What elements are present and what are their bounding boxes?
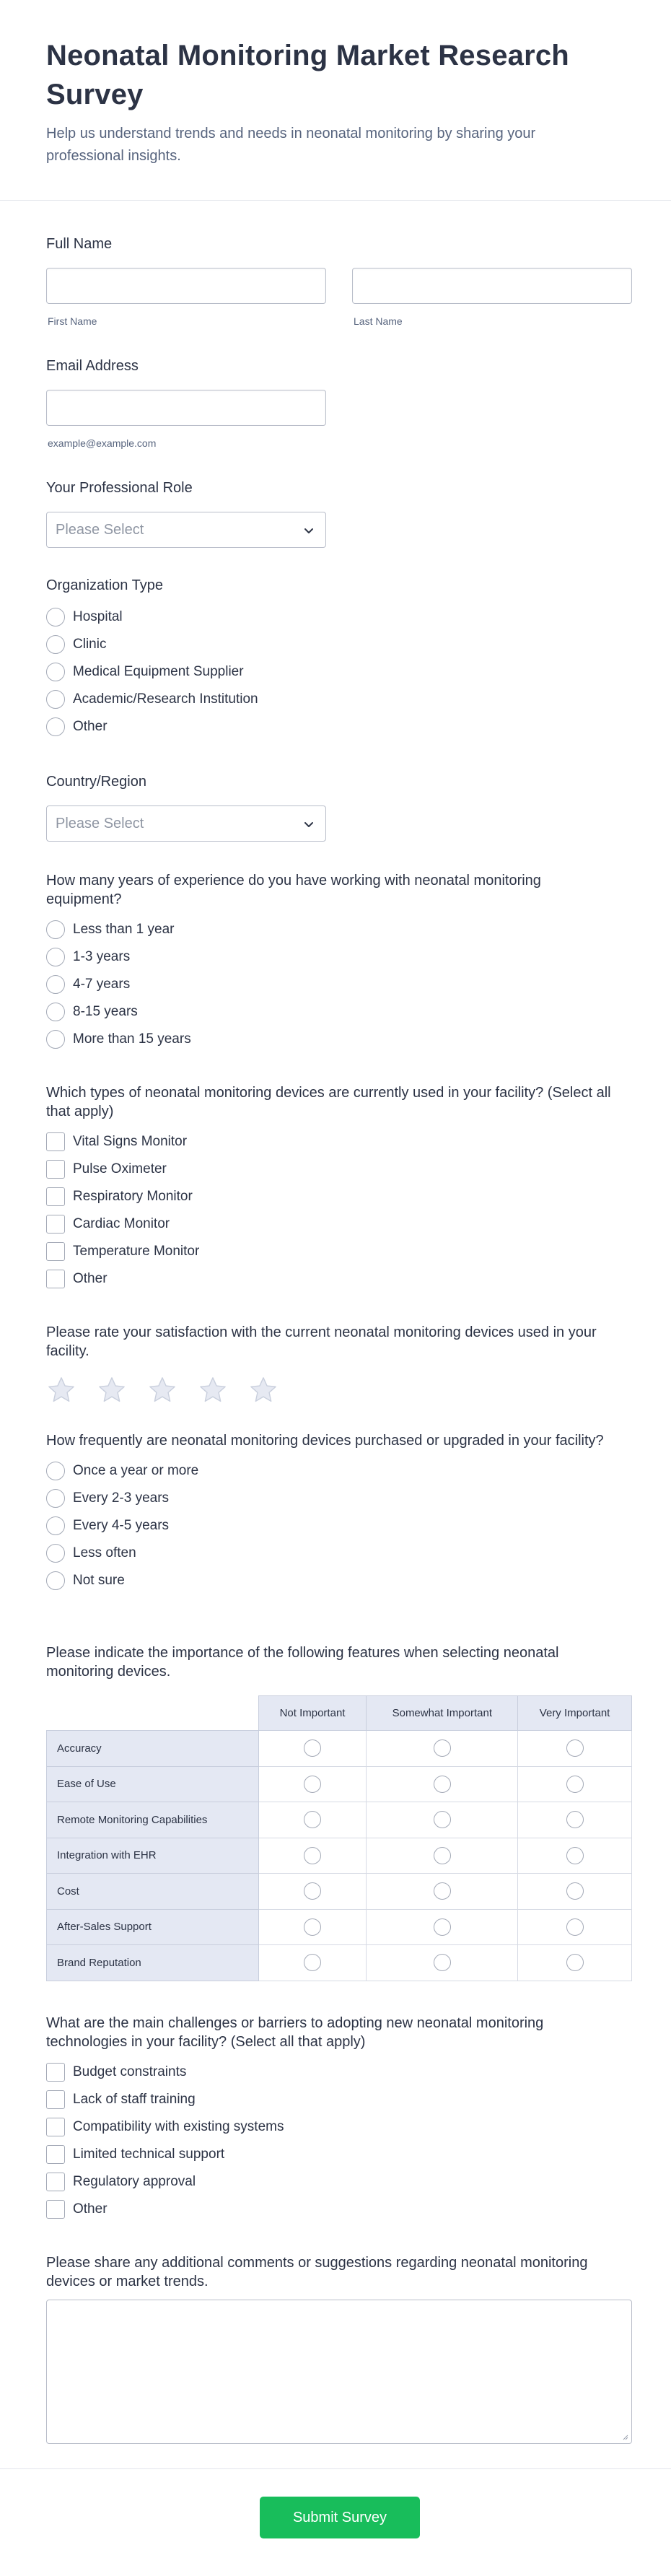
radio-icon[interactable] [46,975,65,994]
role-select[interactable] [46,512,326,548]
radio-icon[interactable] [566,1954,584,1971]
chevron-down-icon [304,819,314,829]
radio-icon[interactable] [46,920,65,939]
matrix-row [47,1909,632,1945]
matrix-cell[interactable] [258,1874,367,1910]
experience-option[interactable] [46,943,632,971]
importance-matrix [46,1695,632,1981]
option-label: More than 15 years [73,1031,191,1047]
option-label: Limited technical support [73,2147,225,2162]
experience-field [46,871,632,1053]
email-input[interactable] [46,390,326,426]
challenges-option[interactable] [46,2086,632,2113]
matrix-cell[interactable] [258,1909,367,1945]
email-label: Email Address [46,358,139,374]
chevron-down-icon [304,525,314,536]
devices-options [46,1128,632,1293]
matrix-row-label: After-Sales Support [47,1909,259,1945]
matrix-row-label: Brand Reputation [47,1945,259,1981]
importance-field [46,1643,632,1981]
experience-label: How many years of experience do you have working with neonatal monitoring equipment? [46,873,541,907]
matrix-cell[interactable] [367,1909,518,1945]
checkbox-icon[interactable] [46,2090,65,2109]
devices-option[interactable] [46,1128,632,1156]
frequency-options [46,1457,632,1594]
radio-icon[interactable] [46,635,65,654]
first-name-input[interactable] [46,268,326,304]
matrix-cell[interactable] [258,1838,367,1874]
matrix-cell[interactable] [518,1909,632,1945]
option-label: Lack of staff training [73,2092,196,2107]
radio-icon[interactable] [46,1516,65,1535]
matrix-cell[interactable] [518,1766,632,1802]
radio-icon[interactable] [304,1847,321,1864]
star-icon[interactable] [248,1375,279,1405]
submit-button[interactable]: Submit Survey [260,2497,420,2538]
radio-icon[interactable] [46,1030,65,1049]
matrix-cell[interactable] [367,1874,518,1910]
matrix-row-label: Cost [47,1874,259,1910]
full-name-label: Full Name [46,236,113,252]
matrix-cell[interactable] [518,1945,632,1981]
matrix-row [47,1945,632,1981]
form-footer [0,2468,671,2576]
importance-label: Please indicate the importance of the following features when selecting neonatal monitoring devices. [46,1645,559,1680]
satisfaction-field [46,1323,632,1405]
devices-option[interactable] [46,1210,632,1238]
radio-icon[interactable] [434,1918,451,1936]
option-label: 4-7 years [73,977,131,992]
challenges-option[interactable] [46,2196,632,2223]
challenges-field [46,2014,632,2223]
org-type-option[interactable] [46,658,632,686]
radio-icon[interactable] [46,1544,65,1563]
experience-option[interactable] [46,916,632,943]
devices-option[interactable] [46,1238,632,1265]
devices-option[interactable] [46,1156,632,1183]
role-field [46,479,632,548]
email-field [46,357,632,449]
satisfaction-label: Please rate your satisfaction with the current neonatal monitoring devices used in your facility. [46,1324,597,1359]
page-title: Neonatal Monitoring Market Research Survey [46,40,569,110]
option-label: Medical Equipment Supplier [73,664,244,679]
devices-option[interactable] [46,1265,632,1293]
star-icon[interactable] [198,1375,228,1405]
option-label: Once a year or more [73,1463,199,1478]
frequency-option[interactable] [46,1540,632,1567]
page-description: Help us understand trends and needs in neonatal monitoring by sharing your professional insights. [46,126,536,164]
comments-label: Please share any additional comments or suggestions regarding neonatal monitoring devices or market trends. [46,2255,588,2289]
matrix-corner [47,1696,259,1731]
matrix-cell[interactable] [367,1766,518,1802]
star-icon[interactable] [46,1375,76,1405]
radio-icon[interactable] [434,1739,451,1757]
frequency-option[interactable] [46,1457,632,1485]
checkbox-icon[interactable] [46,1132,65,1151]
option-label: Compatibility with existing systems [73,2119,284,2134]
experience-option[interactable] [46,971,632,998]
checkbox-icon[interactable] [46,1215,65,1234]
matrix-cell[interactable] [518,1838,632,1874]
radio-icon[interactable] [46,948,65,966]
radio-icon[interactable] [304,1739,321,1757]
radio-icon[interactable] [304,1811,321,1828]
option-label: Less than 1 year [73,922,175,937]
challenges-option[interactable] [46,2058,632,2086]
radio-icon[interactable] [566,1811,584,1828]
matrix-row-label: Accuracy [47,1731,259,1767]
matrix-row [47,1838,632,1874]
option-label: Temperature Monitor [73,1244,200,1259]
star-rating [46,1375,632,1405]
option-label: Every 4-5 years [73,1518,170,1533]
email-sublabel: example@example.com [48,437,157,449]
org-type-option[interactable] [46,603,632,631]
radio-icon[interactable] [434,1811,451,1828]
radio-icon[interactable] [46,1003,65,1021]
radio-icon[interactable] [566,1847,584,1864]
radio-icon[interactable] [434,1847,451,1864]
matrix-column-header: Not Important [258,1696,367,1731]
radio-icon[interactable] [46,1489,65,1508]
option-label: Other [73,719,108,734]
challenges-option[interactable] [46,2113,632,2141]
option-label: Vital Signs Monitor [73,1134,188,1149]
checkbox-icon[interactable] [46,2173,65,2191]
matrix-row [47,1802,632,1838]
radio-icon[interactable] [46,717,65,736]
challenges-label: What are the main challenges or barriers to adopting new neonatal monitoring technologies in your facility? (Select all that apply) [46,2015,544,2050]
matrix-cell[interactable] [258,1766,367,1802]
last-name-input[interactable] [352,268,632,304]
radio-icon[interactable] [46,690,65,709]
matrix-cell[interactable] [258,1731,367,1767]
country-field [46,772,632,842]
frequency-option[interactable] [46,1512,632,1540]
frequency-label: How frequently are neonatal monitoring devices purchased or upgraded in your facility? [46,1433,604,1449]
option-label: Academic/Research Institution [73,691,258,707]
matrix-row-label: Ease of Use [47,1766,259,1802]
checkbox-icon[interactable] [46,2145,65,2164]
devices-label: Which types of neonatal monitoring devices are currently used in your facility? (Select all that apply) [46,1085,611,1119]
radio-icon[interactable] [46,663,65,681]
experience-option[interactable] [46,1026,632,1053]
comments-textarea[interactable] [46,2300,632,2444]
radio-icon[interactable] [46,1571,65,1590]
matrix-row-label: Remote Monitoring Capabilities [47,1802,259,1838]
radio-icon[interactable] [304,1882,321,1900]
challenges-options [46,2058,632,2223]
matrix-cell[interactable] [258,1802,367,1838]
matrix-row [47,1874,632,1910]
option-label: Other [73,1271,108,1286]
org-type-option[interactable] [46,713,632,741]
option-label: Regulatory approval [73,2174,196,2189]
matrix-cell[interactable] [518,1731,632,1767]
radio-icon[interactable] [434,1954,451,1971]
org-type-options [46,603,632,741]
checkbox-icon[interactable] [46,2200,65,2219]
checkbox-icon[interactable] [46,1160,65,1179]
matrix-cell[interactable] [367,1731,518,1767]
radio-icon[interactable] [566,1918,584,1936]
matrix-row [47,1731,632,1767]
radio-icon[interactable] [46,1462,65,1480]
resize-grip-icon[interactable] [621,2433,628,2440]
matrix-column-header: Very Important [518,1696,632,1731]
option-label: Other [73,2201,108,2217]
frequency-option[interactable] [46,1485,632,1512]
role-label: Your Professional Role [46,480,193,496]
full-name-field [46,235,632,327]
devices-option[interactable] [46,1183,632,1210]
option-label: Less often [73,1545,136,1560]
challenges-option[interactable] [46,2141,632,2168]
radio-icon[interactable] [304,1954,321,1971]
checkbox-icon[interactable] [46,1242,65,1261]
experience-options [46,916,632,1053]
option-label: Pulse Oximeter [73,1161,167,1176]
matrix-cell[interactable] [367,1945,518,1981]
matrix-row-label: Integration with EHR [47,1838,259,1874]
country-label: Country/Region [46,774,146,790]
option-label: Cardiac Monitor [73,1216,170,1231]
org-type-label: Organization Type [46,577,163,593]
matrix-cell[interactable] [518,1874,632,1910]
radio-icon[interactable] [434,1882,451,1900]
devices-field [46,1083,632,1293]
option-label: Every 2-3 years [73,1490,170,1506]
frequency-option[interactable] [46,1567,632,1594]
radio-icon[interactable] [566,1739,584,1757]
radio-icon[interactable] [304,1776,321,1793]
role-select-value: Please Select [56,521,144,538]
radio-icon[interactable] [566,1882,584,1900]
radio-icon[interactable] [434,1776,451,1793]
option-label: Not sure [73,1573,125,1588]
form-header [0,0,671,201]
matrix-cell[interactable] [518,1802,632,1838]
experience-option[interactable] [46,998,632,1026]
checkbox-icon[interactable] [46,2118,65,2136]
challenges-option[interactable] [46,2168,632,2196]
radio-icon[interactable] [46,608,65,626]
first-name-sublabel: First Name [48,315,97,327]
option-label: Respiratory Monitor [73,1189,193,1204]
option-label: Hospital [73,609,123,624]
org-type-field [46,576,632,741]
checkbox-icon[interactable] [46,2063,65,2082]
checkbox-icon[interactable] [46,1187,65,1206]
country-select[interactable] [46,805,326,842]
org-type-option[interactable] [46,631,632,658]
org-type-option[interactable] [46,686,632,713]
matrix-cell[interactable] [367,1838,518,1874]
radio-icon[interactable] [566,1776,584,1793]
matrix-cell[interactable] [367,1802,518,1838]
option-label: 8-15 years [73,1004,138,1019]
option-label: Budget constraints [73,2064,187,2079]
frequency-field [46,1431,632,1594]
checkbox-icon[interactable] [46,1270,65,1288]
last-name-sublabel: Last Name [354,315,403,327]
star-icon[interactable] [97,1375,127,1405]
matrix-column-header: Somewhat Important [367,1696,518,1731]
option-label: 1-3 years [73,949,131,964]
option-label: Clinic [73,637,107,652]
matrix-row [47,1766,632,1802]
country-select-value: Please Select [56,815,144,831]
comments-field [46,2253,632,2444]
matrix-cell[interactable] [258,1945,367,1981]
radio-icon[interactable] [304,1918,321,1936]
star-icon[interactable] [147,1375,177,1405]
